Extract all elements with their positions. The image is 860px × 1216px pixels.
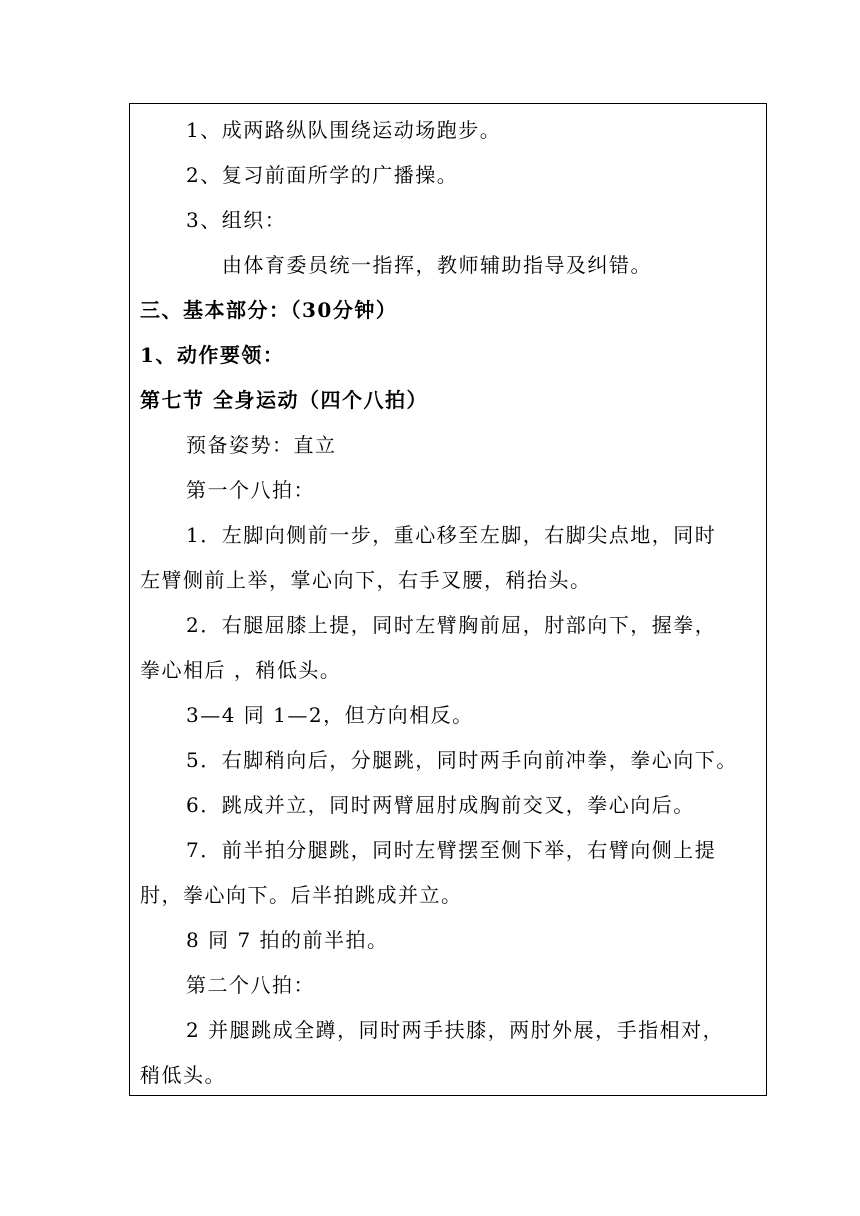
- subheading-essentials: 1、动作要领：: [140, 343, 285, 367]
- step-8: 8 同 7 拍的前半拍。: [186, 928, 389, 952]
- warmup-item-3: 3、组织：: [186, 208, 287, 232]
- section-heading-basic: 三、基本部分：（30分钟）: [140, 298, 398, 322]
- second-step-2-line-1: 2 并腿跳成全蹲，同时两手扶膝，两肘外展，手指相对，: [186, 1018, 725, 1042]
- warmup-item-2: 2、复习前面所学的广播操。: [186, 163, 459, 187]
- warmup-item-1: 1、成两路纵队围绕运动场跑步。: [186, 118, 502, 142]
- step-7-line-1: 7．前半拍分腿跳，同时左臂摆至侧下举，右臂向侧上提: [186, 838, 717, 862]
- second-eight-count-heading: 第二个八拍：: [186, 973, 315, 997]
- step-2-line-2: 拳心相后 ，稍低头。: [140, 658, 342, 682]
- organization-text: 由体育委员统一指挥，教师辅助指导及纠错。: [222, 253, 652, 277]
- step-6: 6．跳成并立，同时两臂屈肘成胸前交叉，拳心向后。: [186, 793, 695, 817]
- step-3-4: 3—4 同 1—2，但方向相反。: [186, 703, 474, 727]
- step-2-line-1: 2．右腿屈膝上提，同时左臂胸前屈，肘部向下，握拳，: [186, 613, 717, 637]
- first-eight-count-heading: 第一个八拍：: [186, 478, 315, 502]
- step-1-line-2: 左臂侧前上举，掌心向下，右手叉腰，稍抬头。: [140, 568, 592, 592]
- step-5: 5．右脚稍向后，分腿跳，同时两手向前冲拳，拳心向下。: [186, 748, 738, 772]
- second-step-2-line-2: 稍低头。: [140, 1063, 226, 1087]
- ready-position: 预备姿势：直立: [186, 433, 337, 457]
- subheading-section-seven: 第七节 全身运动（四个八拍）: [140, 388, 428, 412]
- step-1-line-1: 1．左脚向侧前一步，重心移至左脚，右脚尖点地，同时: [186, 523, 717, 547]
- step-7-line-2: 肘，拳心向下。后半拍跳成并立。: [140, 883, 463, 907]
